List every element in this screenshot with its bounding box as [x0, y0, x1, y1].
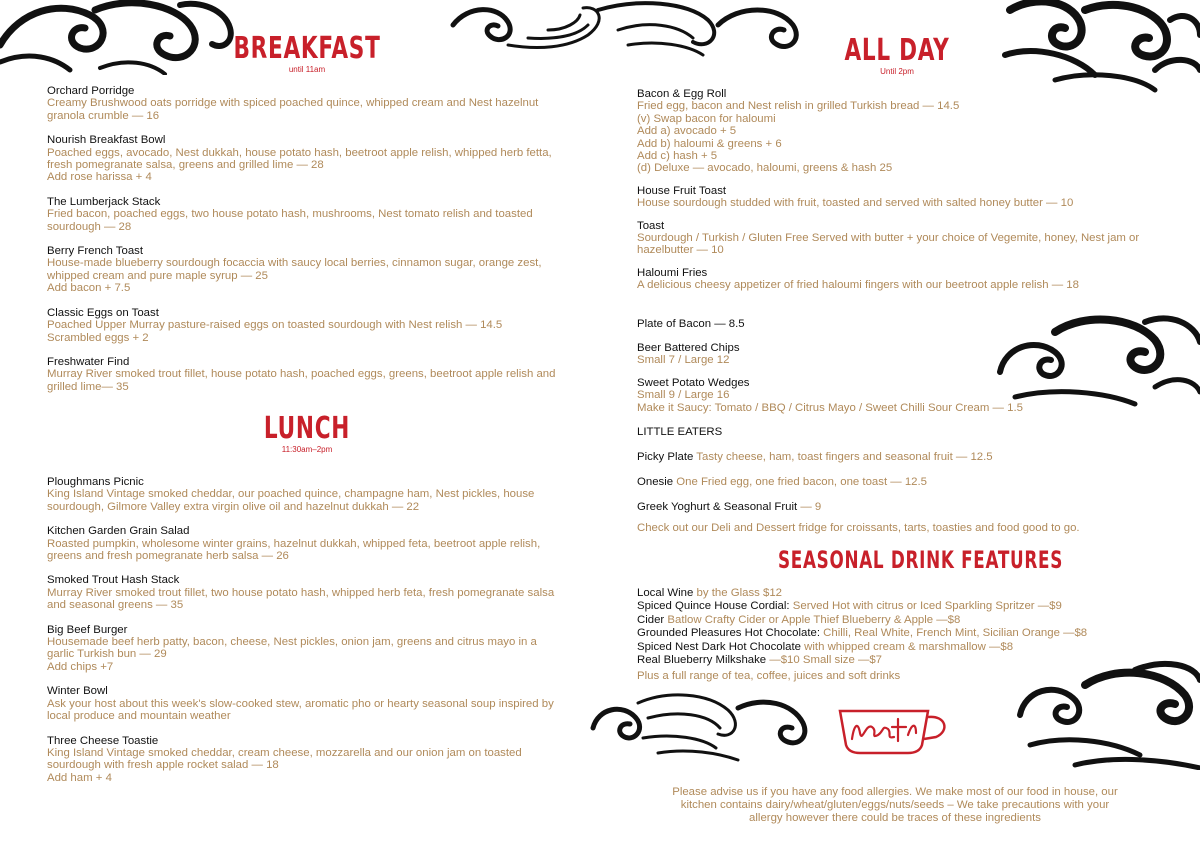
- menu-item-description: Add a) avocado + 5: [637, 125, 737, 138]
- menu-item-description: King Island Vintage smoked cheddar, our poached quince, champagne ham, Nest pickles, house sourdough, Gilmore Valley extra virgin olive oil and hazelnut dukkah — 22: [47, 488, 535, 513]
- menu-item-name: Three Cheese Toastie: [47, 734, 159, 747]
- menu-item: [47, 356, 567, 393]
- little-eaters-item: [637, 475, 1167, 488]
- menu-item-description: Fried egg, bacon and Nest relish in grilled Turkish bread — 14.5: [637, 100, 960, 113]
- menu-item: [637, 342, 1167, 367]
- little-eaters-description: Tasty cheese, ham, toast fingers and seasonal fruit — 12.5: [693, 451, 993, 463]
- lunch-subtitle: 11:30am–2pm: [281, 445, 333, 454]
- drink-items: [637, 586, 1177, 666]
- menu-item-description: A delicious cheesy appetizer of fried haloumi fingers with our beetroot apple relish — 18: [637, 279, 1079, 292]
- menu-item-name: Orchard Porridge: [47, 85, 135, 97]
- allday-section: [787, 33, 1007, 76]
- drink-item: [637, 586, 1177, 599]
- menu-item-name: House Fruit Toast: [637, 184, 727, 197]
- little-eaters-title: LITTLE EATERS: [637, 426, 723, 438]
- drink-name: Local Wine: [637, 587, 694, 599]
- menu-item-name: Ploughmans Picnic: [47, 476, 144, 488]
- menu-item-description: Add b) haloumi & greens + 6: [637, 137, 782, 150]
- menu-item-name: The Lumberjack Stack: [47, 195, 161, 208]
- menu-item-description: Murray River smoked trout fillet, two house potato hash, whipped herb feta, fresh pomegranate salsa and seasonal greens — 35: [47, 586, 555, 612]
- drink-name: Real Blueberry Milkshake: [637, 654, 767, 667]
- menu-item-description: Roasted pumpkin, wholesome winter grains, hazelnut dukkah, whipped feta, beetroot apple relish, greens and fresh pomegranate herb salsa — 26: [47, 537, 541, 563]
- menu-item-description: Creamy Brushwood oats porridge with spiced poached quince, whipped cream and Nest hazelnut granola crumble — 16: [47, 97, 539, 122]
- menu-item-name: Smoked Trout Hash Stack: [47, 574, 180, 587]
- menu-item-name: Freshwater Find: [47, 355, 130, 368]
- menu-item: [47, 85, 567, 122]
- menu-item-description: House-made blueberry sourdough focaccia with saucy local berries, cinnamon sugar, orange zest, whipped cream and pure maple syrup — 25: [47, 257, 542, 282]
- drink-name: Spiced Quince House Cordial:: [637, 600, 790, 613]
- drink-item: [637, 640, 1177, 653]
- allergy-note-line: allergy however there could be traces of these ingredients: [749, 812, 1041, 824]
- allday-subtitle: Until 2pm: [880, 67, 914, 76]
- drink-description: Batlow Crafty Cider or Apple Thief Blueberry & Apple —$8: [664, 613, 961, 626]
- menu-item-description: Add c) hash + 5: [637, 150, 718, 163]
- menu-item: [47, 685, 567, 722]
- lunch-items: [47, 476, 567, 796]
- lunch-heading: LUNCH: [263, 411, 351, 446]
- menu-item-description: Small 7 / Large 12: [637, 354, 730, 367]
- menu-item: [47, 476, 567, 513]
- drink-name: Spiced Nest Dark Hot Chocolate: [637, 640, 801, 653]
- menu-item: [637, 185, 1167, 210]
- menu-item-description: Fried bacon, poached eggs, two house potato hash, mushrooms, Nest tomato relish and toasted sourdough — 28: [47, 208, 533, 233]
- drink-name: Grounded Pleasures Hot Chocolate:: [637, 627, 820, 640]
- little-eaters-item: [637, 500, 1167, 513]
- little-eaters-name: Picky Plate: [637, 451, 694, 463]
- menu-item-description: Small 9 / Large 16: [637, 389, 730, 402]
- menu-item-name: Big Beef Burger: [47, 623, 128, 636]
- drink-item: [637, 626, 1177, 639]
- menu-item-description: Murray River smoked trout fillet, house potato hash, poached eggs, greens, beetroot apple relish and grilled lime— 35: [47, 368, 556, 393]
- menu-item-description: Housemade beef herb patty, bacon, cheese, Nest pickles, onion jam, greens and citrus mayo in a garlic Turkish bun — 29: [47, 636, 537, 661]
- allday-items: [637, 88, 1167, 302]
- menu-item-name: Nourish Breakfast Bowl: [47, 134, 166, 147]
- menu-item: [637, 88, 1167, 175]
- little-eaters-item: [637, 450, 1167, 463]
- breakfast-subtitle: until 11am: [288, 65, 326, 74]
- little-eaters-description: One Fried egg, one fried bacon, one toast — 12.5: [673, 475, 928, 488]
- allergy-note-line: Please advise us if you have any food allergies. We make most of our food in house, our: [672, 786, 1118, 798]
- menu-item-description: Scrambled eggs + 2: [47, 331, 149, 344]
- menu-item: [47, 525, 567, 562]
- swirl-cloud-top-right-decoration: [995, 0, 1200, 95]
- side-items: [637, 342, 1167, 424]
- menu-item-name: Beer Battered Chips: [637, 342, 740, 354]
- allergy-note-line: kitchen contains dairy/wheat/gluten/eggs/nuts/seeds – We take precautions with your: [680, 799, 1110, 811]
- swirl-cloud-top-center-decoration: [448, 0, 808, 60]
- drink-item: [637, 613, 1177, 626]
- menu-item-description: (d) Deluxe — avocado, haloumi, greens & hash 25: [637, 162, 893, 175]
- swirl-cloud-bottom-center-decoration: [588, 688, 810, 763]
- little-eaters-description: — 9: [797, 500, 822, 513]
- menu-item-description: Ask your host about this week's slow-cooked stew, aromatic pho or hearty seasonal soup inspired by local produce and mountain weather: [47, 697, 554, 723]
- little-eaters-items: [637, 450, 1167, 525]
- menu-item-description: Add ham + 4: [47, 771, 112, 784]
- menu-item: [47, 574, 567, 611]
- menu-item-description: Sourdough / Turkish / Gluten Free Served with butter + your choice of Vegemite, honey, Nest jam or hazelbutter — 10: [637, 232, 1140, 257]
- menu-item-description: House sourdough studded with fruit, toasted and served with salted honey butter — 10: [637, 197, 1074, 210]
- menu-item-name: Bacon & Egg Roll: [637, 88, 727, 100]
- menu-item-name: Haloumi Fries: [637, 266, 708, 279]
- drink-description: —$10 Small size —$7: [766, 654, 883, 667]
- little-eaters-name: Greek Yoghurt & Seasonal Fruit: [637, 500, 798, 513]
- menu-item-description: (v) Swap bacon for haloumi: [637, 112, 776, 125]
- allday-heading: ALL DAY: [844, 33, 950, 68]
- drinks-heading: SEASONAL DRINK FEATURES: [778, 546, 1063, 574]
- menu-item-description: Make it Saucy: Tomato / BBQ / Citrus Mayo / Sweet Chilli Sour Cream — 1.5: [637, 401, 1023, 414]
- drink-description: by the Glass $12: [693, 587, 783, 599]
- menu-item-description: Add rose harissa + 4: [47, 171, 152, 184]
- menu-item-description: King Island Vintage smoked cheddar, cream cheese, mozzarella and our onion jam on toasted sourdough with fresh apple rocket salad — 18: [47, 746, 522, 772]
- nest-cup-logo-icon: [836, 705, 956, 755]
- menu-item-description: Add chips +7: [47, 660, 114, 673]
- drink-item: [637, 599, 1177, 612]
- drink-name: Cider: [637, 613, 665, 626]
- plate-of-bacon: Plate of Bacon — 8.5: [637, 318, 745, 330]
- swirl-cloud-bottom-right-decoration: [1015, 660, 1200, 770]
- nest-logo: [836, 705, 956, 755]
- allergy-note: [630, 786, 1160, 825]
- menu-item: [47, 735, 567, 785]
- menu-item-name: Sweet Potato Wedges: [637, 376, 750, 389]
- menu-item-description: Poached Upper Murray pasture-raised eggs on toasted sourdough with Nest relish — 14.5: [47, 319, 503, 332]
- drinks-footer-note: Plus a full range of tea, coffee, juices and soft drinks: [637, 670, 901, 682]
- menu-item: [637, 377, 1167, 414]
- drink-description: Chilli, Real White, French Mint, Sicilian Orange —$8: [820, 627, 1088, 640]
- menu-item-name: Classic Eggs on Toast: [47, 306, 159, 319]
- menu-item-description: Poached eggs, avocado, Nest dukkah, house potato hash, beetroot apple relish, whipped herb fetta, fresh pomegranate salsa, greens and grilled lime — 28: [47, 146, 552, 172]
- menu-item-name: Toast: [637, 219, 665, 232]
- drink-description: with whipped cream & marshmallow —$8: [800, 640, 1014, 653]
- menu-item-name: Winter Bowl: [47, 685, 108, 698]
- menu-item: [47, 196, 567, 233]
- drink-item: [637, 653, 1177, 666]
- breakfast-items: [47, 85, 567, 405]
- little-eaters-name: Onesie: [637, 475, 674, 488]
- drink-description: Served Hot with citrus or Iced Sparkling Spritzer —$9: [789, 600, 1062, 613]
- menu-item: [47, 307, 567, 344]
- menu-item: [47, 245, 567, 295]
- menu-item: [637, 220, 1167, 257]
- menu-item: [637, 267, 1167, 292]
- menu-item-name: Kitchen Garden Grain Salad: [47, 525, 190, 538]
- menu-item-description: Add bacon + 7.5: [47, 282, 131, 295]
- deli-note: Check out our Deli and Dessert fridge for croissants, tarts, toasties and food good to go.: [637, 522, 1080, 534]
- breakfast-heading: BREAKFAST: [233, 31, 381, 66]
- menu-item: [47, 624, 567, 674]
- menu-item: [47, 134, 567, 184]
- menu-item-name: Berry French Toast: [47, 245, 144, 258]
